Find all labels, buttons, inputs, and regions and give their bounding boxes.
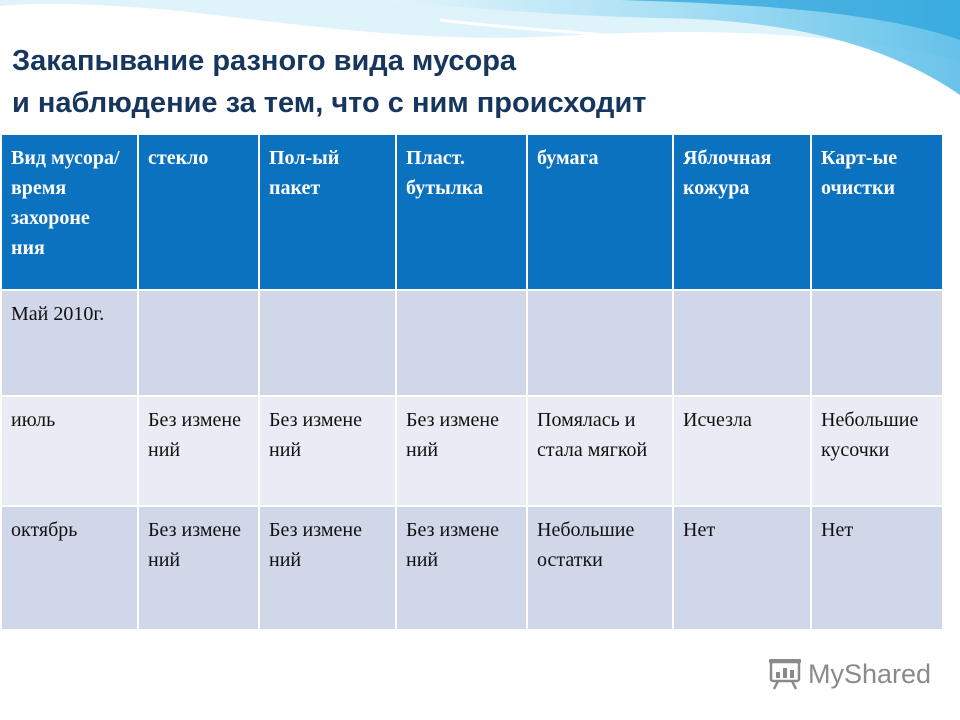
table-cell: Май 2010г. [1,290,138,396]
header-cell: Пол-ый пакет [259,134,396,290]
table-cell: июль [1,396,138,506]
logo-text: MyShared [808,658,932,689]
table-cell: Без измене ний [138,506,259,630]
title-line-1: Закапывание разного вида мусора [12,45,517,77]
table-cell: Нет [811,506,943,630]
table-cell: Без измене ний [259,506,396,630]
results-table [0,133,944,631]
table-cell: Без измене ний [259,396,396,506]
table-cell: Без измене ний [396,506,527,630]
header-cell: стекло [138,134,259,290]
table-cell: Небольшие остатки [527,506,673,630]
header-cell: Яблочная кожура [673,134,811,290]
title-line-2: и наблюдение за тем, что с ним происходит [12,87,647,119]
table-cell: Исчезла [673,396,811,506]
table-cell: октябрь [1,506,138,630]
header-cell: Пласт. бутылка [396,134,527,290]
myshared-logo [768,656,931,692]
table-cell: Нет [673,506,811,630]
table-cell [673,290,811,396]
table-cell: Без измене ний [396,396,527,506]
table-cell: Без измене ний [138,396,259,506]
header-cell: бумага [527,134,673,290]
table-cell [527,290,673,396]
table-cell [811,290,943,396]
presentation-board-icon [768,658,802,690]
table-cell [396,290,527,396]
table-row [1,290,943,396]
table-row [1,506,943,630]
header-cell: Вид мусора/ время захороне ния [1,134,138,290]
table-cell: Помялась и стала мягкой [527,396,673,506]
table-cell [259,290,396,396]
table-header-row [1,134,943,290]
header-cell: Карт-ые очистки [811,134,943,290]
table-cell [138,290,259,396]
table-row [1,396,943,506]
page-title [12,40,942,124]
table-cell: Небольшие кусочки [811,396,943,506]
